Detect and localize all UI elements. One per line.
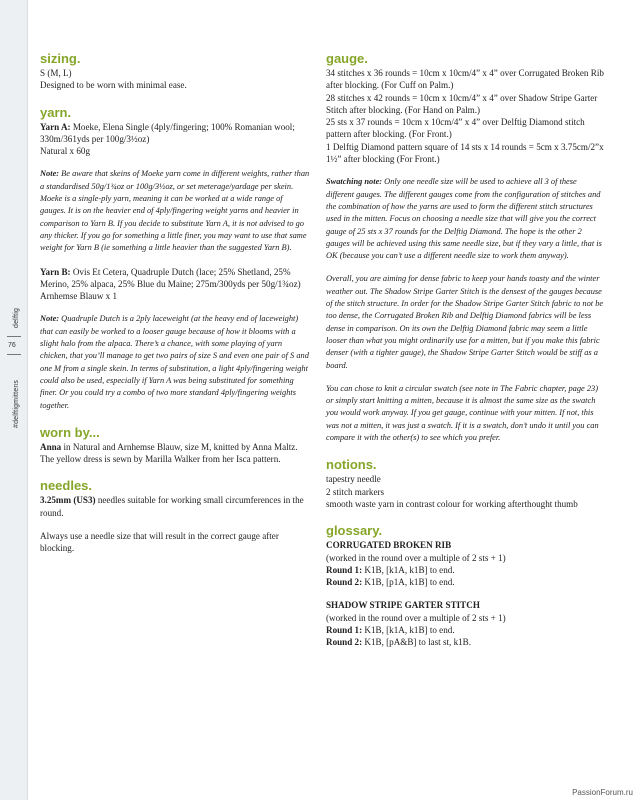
garter-r2-label: Round 2:	[326, 637, 363, 648]
rib-r2-label: Round 2:	[326, 577, 363, 588]
garter-intro: (worked in the round over a multiple of 2 sts + 1)	[326, 612, 506, 623]
yarn-a-colour: Natural x 60g	[40, 146, 91, 157]
needles-advice: Always use a needle size that will result in the correct gauge after blocking.	[40, 531, 279, 554]
worn-by-name: Anna	[40, 441, 62, 452]
sidebar-section: delftig	[13, 307, 20, 328]
rib-r1-label: Round 1:	[326, 564, 363, 575]
sizing-heading: sizing.	[40, 51, 81, 66]
note-a-text: Be aware that skeins of Moeke yarn come in different weights, rather than a standardised 50g/1¾oz or 100g/3½oz, or set meterage/yardage per skein. Moeke is a single-ply yarn, meaning it can be worked at a wide range of gauges. It is on the heavier end of 4ply/fingering weight yarns and heavier in comparison to Yarn B. If you decide to substitute Yarn A, it is not advised to go any thicker. If you go for something a little finer, you may want to use that same weight for Yarn B (ie something a little heavier than the suggested Yarn B).	[40, 169, 310, 253]
needles-size: 3.25mm (US3)	[40, 495, 96, 506]
worn-by-text	[40, 441, 310, 466]
sidebar-rule-top	[7, 336, 21, 337]
notion-item-1: tapestry needle	[326, 474, 381, 485]
sidebar-hashtag: #delftigmittens	[13, 379, 20, 428]
needles-text	[40, 494, 310, 519]
needles-desc: needles suitable for working small circumferences in the round.	[40, 495, 304, 518]
worn-by-heading: worn by...	[40, 424, 100, 440]
page-number: 76	[8, 342, 16, 349]
worn-by-desc: in Natural and Arnhemse Blauw, size M, knitted by Anna Maltz. The yellow dress is sewn by Marilla Walker from her Isca pattern.	[40, 441, 298, 465]
garter-round-2	[326, 636, 604, 648]
notion-item-2: 2 stitch markers	[326, 486, 385, 497]
glossary-heading: glossary.	[326, 523, 383, 539]
gauge-para-3: You can chose to knit a circular swatch (see note in The Fabric chapter, page 23) or simply start knitting a mitten, because it is almost the same size as the swatch you would work anyway. If you get gauge, continue with your mitten. If not, this was not a mitten, it was just a swatch. If it is a swatch, don’t undo it until you can compare it with the other(s) to see which you prefer.	[326, 383, 599, 443]
yarn-a-label: Yarn A:	[40, 121, 71, 132]
note-b-text: Quadruple Dutch is a 2ply laceweight (at the heavy end of laceweight) that can easily be worked to a looser gauge because of how it blooms with a slight halo from the alpaca. There’s a chance, with some playing of yarn chicken, that you’ll manage to get two pairs of size S and even one pair of S and one M from a single skein. In terms of substitution, a light 4ply/fingering weight could also be used, especially if Yarn A was being substituted for something finer. Or you could try a combo of two more standard 4ply/fingering weights together.	[40, 314, 309, 410]
notion-item-3: smooth waste yarn in contrast colour for working afterthought thumb	[326, 498, 578, 509]
garter-r2-text: K1B, [pA&B] to last st, k1B.	[362, 637, 472, 648]
garter-title: SHADOW STRIPE GARTER STITCH	[326, 600, 480, 611]
yarn-a	[40, 121, 310, 146]
sizing-sizes: S (M, L)	[40, 68, 72, 78]
gauge-line-4: 1 Delftig Diamond pattern square of 14 sts x 14 rounds = 5cm x 3.75cm/2”x 1½” after blocking (For Front.)	[326, 141, 604, 165]
yarn-b-colour: Arnhemse Blauw x 1	[40, 291, 118, 302]
gauge-heading: gauge.	[326, 51, 368, 66]
yarn-heading: yarn.	[40, 104, 72, 120]
yarn-a-note	[40, 168, 310, 254]
yarn-b-note	[40, 313, 310, 411]
swatching-text: Only one needle size will be used to achieve all 3 of these different gauges. The different gauges come from the configuration of stitches and the combination of how the yarns are used to form the different stitch structures used in the mitten. Focus on choosing a needle size that will give you the correct gauge of 25 sts x 37 rounds for the Delftig Diamond. The hope is the other 2 gauges will be achieved using this same needle size, but if they vary a little, that is OK (because you can’t use a different needle size to work them anyway).	[326, 177, 602, 261]
gauge-line-1: 34 stitches x 36 rounds = 10cm x 10cm/4” x 4” over Corrugated Broken Rib after blocking. (For Cuff on Palm.)	[326, 68, 604, 91]
yarn-b-desc: Ovis Et Cetera, Quadruple Dutch (lace; 25% Shetland, 25% Merino, 25% alpaca, 25% Blue du Maine; 275m/300yds per 50g/1¾oz)	[40, 266, 301, 289]
yarn-b-label: Yarn B:	[40, 266, 71, 277]
rib-title: CORRUGATED BROKEN RIB	[326, 540, 452, 551]
left-column	[40, 52, 310, 555]
gauge-line-2: 28 stitches x 42 rounds = 10cm x 10cm/4” x 4” over Shadow Stripe Garter Stitch after blocking. (For Hand on Palm.)	[326, 92, 598, 115]
rib-intro: (worked in the round over a multiple of 2 sts + 1)	[326, 552, 506, 563]
yarn-b	[40, 266, 310, 291]
gauge-line-3: 25 sts x 37 rounds = 10cm x 10cm/4” x 4” over Delftig Diamond stitch pattern after blocking. (For Front.)	[326, 117, 585, 140]
watermark: PassionForum.ru	[572, 788, 633, 797]
gauge-para-2: Overall, you are aiming for dense fabric to keep your hands toasty and the winter weather out. The Shadow Stripe Garter Stitch is the densest of the gauges because of the stitch structure. In order for the Shadow Stripe Garter Stitch fabric to not be too dense, the Corrugated Broken Rib and Delftig Diamond fabrics will be less dense in comparison. On its own the Delftig Diamond fabric may seem a little looser than what you might ordinarily use for a mitten, but if you make this fabric denser (with a tighter gauge), the Shadow Stripe Garter Stitch would be stiff as a board.	[326, 274, 604, 370]
sidebar-rule-bottom	[7, 354, 21, 355]
needles-heading: needles.	[40, 478, 93, 494]
side-bar	[0, 0, 27, 800]
garter-r1-text: K1B, [k1A, k1B] to end.	[362, 624, 455, 635]
rib-round-1	[326, 564, 604, 576]
note-b-label: Note:	[40, 314, 60, 324]
side-bar-edge	[27, 0, 28, 800]
yarn-a-desc: Moeke, Elena Single (4ply/fingering; 100% Romanian wool; 330m/361yds per 100g/3½oz)	[40, 121, 295, 144]
rib-r2-text: K1B, [p1A, k1B] to end.	[362, 577, 455, 588]
right-column	[326, 52, 604, 649]
note-a-label: Note:	[40, 169, 60, 179]
garter-round-1	[326, 624, 604, 636]
rib-r1-text: K1B, [k1A, k1B] to end.	[362, 564, 455, 575]
sizing-ease: Designed to be worn with minimal ease.	[40, 80, 187, 91]
swatching-label: Swatching note:	[326, 177, 383, 187]
rib-round-2	[326, 576, 604, 588]
notions-heading: notions.	[326, 457, 377, 473]
garter-r1-label: Round 1:	[326, 624, 363, 635]
swatching-note	[326, 176, 604, 262]
